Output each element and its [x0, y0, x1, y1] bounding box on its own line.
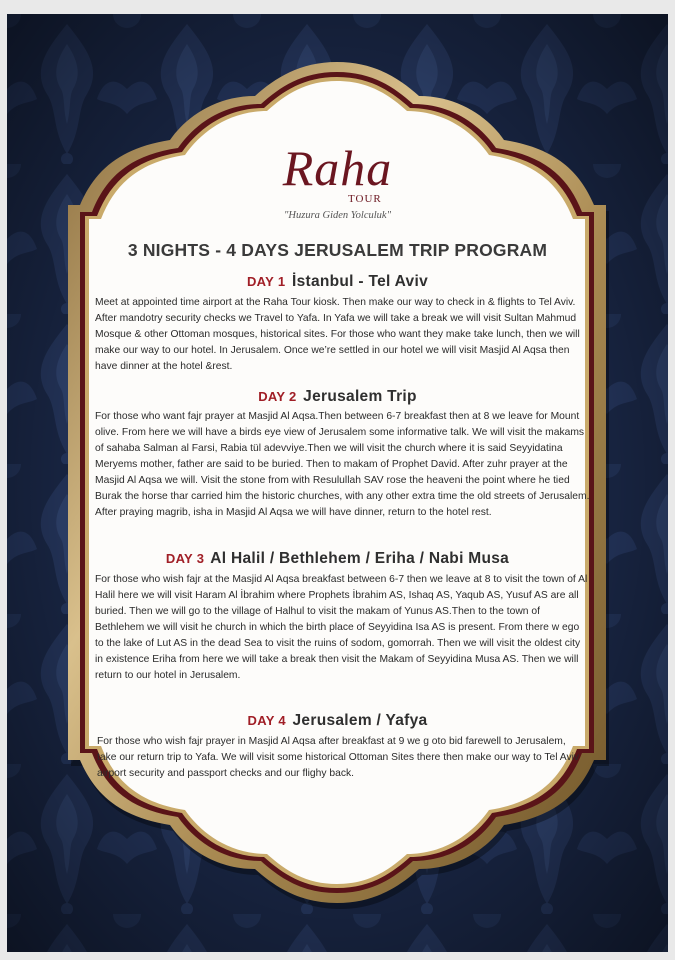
day-3-description: For those who wish fajr at the Masjid Al Aqsa breakfast between 6-7 then we leave at 8 to visit the town of Al Halil here we will visit Haram Al İbrahim where Prophets İbrahim AS, Ishaq AS, Yaqub AS, Yusuf AS are all buried. Then we will go to the village of Halhul to visit the makam of Yunus AS.Then to the town of Bethlehem we will visit he church in which the birth place of Seyyidina Isa AS is present. From there w ego to the lake of Lut AS in the dead Sea to visit the ruins of sodom, gomorrah. Then we will visit the oldest city in existence Eriha from here we will take a break then visit the Makam of Seyyidina Musa AS. Then we will return to our hotel in Jerusalem.	[95, 574, 588, 681]
page-title: 3 NIGHTS - 4 DAYS JERUSALEM TRIP PROGRAM	[127, 240, 548, 260]
day-1-description: Meet at appointed time airport at the Raha Tour kiosk. Then make our way to check in & flights to Tel Aviv. After mandotry security checks we Travel to Yafa. In Yafa we will take a break we will visit Sultan Mahmud Mosque & other Ottoman mosques, historical sites. For those who want they make take lunch, then we will make our way to our hotel. In Jerusalem. Once we’re settled in our hotel we will visit Masjid Al Aqsa then have dinner at the hotel &rest.	[95, 297, 580, 372]
brand-subtitle: TOUR	[348, 193, 382, 205]
day-4-heading	[0, 712, 675, 730]
day-2-title: Jerusalem Trip	[303, 388, 417, 405]
brand-tagline: "Huzura Giden Yolculuk"	[283, 210, 391, 221]
day-4-title: Jerusalem / Yafya	[292, 712, 428, 729]
day-3-heading	[0, 550, 675, 568]
day-2-label: DAY 2	[258, 389, 297, 404]
day-1-title: İstanbul - Tel Aviv	[291, 273, 429, 290]
day-3-title: Al Halil / Bethlehem / Eriha / Nabi Musa	[210, 550, 510, 567]
brand-logo: Raha	[282, 140, 393, 196]
day-2-heading	[0, 388, 675, 406]
day-3-label: DAY 3	[165, 551, 205, 566]
day-2-description: For those who want fajr prayer at Masjid Al Aqsa.Then between 6-7 breakfast then at 8 we leave for Mount olive. From here we will have a birds eye view of Jerusalem some informative talk. We will visit the makams of sahaba Salman al Farsi, Rabia tül adevviye.Then we will visit the church where it is said Seyyidatina Meryems mother, father are said to be buried. Then to makam of Prophet David. After zuhr prayer at the Masjid Al Aqsa we will. Visit the stone from with Resulullah SAV rose the heaveni the point where he tied Burak the horse thar carried him the historic churches, with any other extra time the old streets of Jerusalem. After praying magrib, isha in Masjid Al Aqsa we will have dinner, return to the hotel rest.	[95, 411, 590, 518]
day-1-heading	[0, 273, 675, 291]
day-1-label: DAY 1	[246, 274, 286, 289]
day-4-label: DAY 4	[247, 713, 286, 728]
day-4-description: For those who wish fajr prayer in Masjid Al Aqsa after breakfast at 9 we g oto bid farewell to Jerusalem, take our return trip to Yafa. We will visit some historical Ottoman Sites there then make our way to Tel Aviv airport security and passport checks and our flighy back.	[97, 736, 580, 779]
